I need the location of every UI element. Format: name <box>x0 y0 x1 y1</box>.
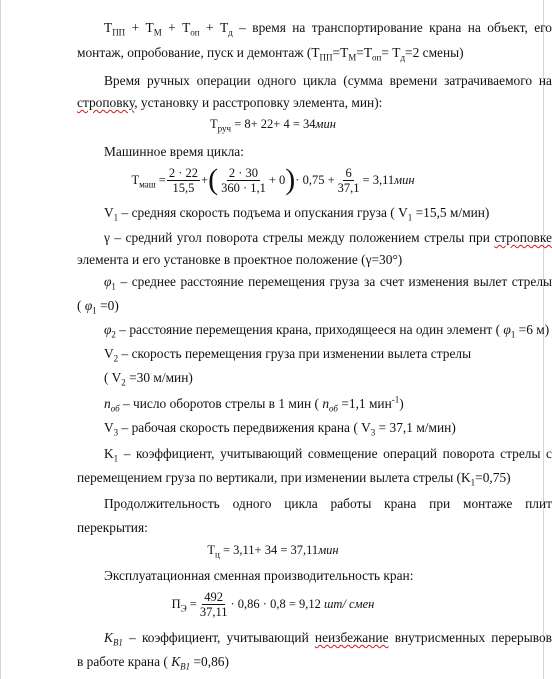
v2-definition-line-2: ( $V_2 =30$ м/мин) <box>104 370 193 388</box>
machine-time-formula: $T_{маш}$ = $\frac{2 \cdot 22}{15,5}$ + ( $\frac{2 \cdot 30}{360 \cdot 1,1}$ + 0 ) · 0,75 + $\frac{6}{37,1}$ = 3,11мин <box>131 163 415 196</box>
productivity-heading: Эксплуатационная сменная производительность кран: <box>104 568 414 583</box>
v2-definition-line-1: $V_2$ – скорость перемещения груза при изменении вылета стрелы <box>104 346 472 364</box>
phi2-definition: $\varphi_2$ – расстояние перемещения крана, приходящееся на один элемент ( $\varphi_1 =6$ м) <box>104 322 550 340</box>
machine-time-heading: Машинное время цикла: <box>104 144 244 159</box>
transport-time-line-1: $T_{ПП} + T_М + T_{оп} + T_д$ – время на транспортирование крана на объект, его <box>104 20 552 38</box>
transport-time-line-2: монтаж, опробование, пуск и демонтаж ($T_{ПП}=T_М=T_{оп}= T_д=2$ смены) <box>77 45 464 63</box>
manual-time-formula: $T_{руч} = 8+ 22+ 4 = 34мин$ <box>210 117 336 134</box>
fraction-c: $\frac{6}{37,1}$ <box>337 165 360 195</box>
phi1-definition-line-1: $\varphi_1$ – среднее расстояние перемещения груза за счет изменения вылет стрелы <box>104 274 552 292</box>
gamma-definition-line-1: γ – средний угол поворота стрелы между положением стрелы при строповке <box>104 230 552 245</box>
k1-definition-line-2: перемещением груза по вертикали, при изменении вылета стрелы $(K_1=0,75)$ <box>77 470 511 488</box>
kv1-definition-line-2: в работе крана ( $K_{В1} =0,86$) <box>77 654 229 672</box>
v3-definition: $V_3$ – рабочая скорость передвижения крана ( $V_3 = 37,1$ м/мин) <box>104 420 456 438</box>
gamma-definition-line-2: элемента и его установке в проектное положение (γ=30°) <box>77 252 403 267</box>
fraction-b: $\frac{2 \cdot 30}{360 \cdot 1,1}$ <box>221 165 266 195</box>
formula-lhs: $T_{маш}$ = <box>131 173 166 190</box>
manual-ops-line-2: строповку, установку и расстроповку элемента, мин): <box>77 95 383 110</box>
kv1-definition-line-1: $K_{В1}$ – коэффициент, учитывающий неизбежание внутрисменных перерывов <box>104 630 552 648</box>
rotation-rate-definition: $n_{об}$ – число оборотов стрелы в 1 мин ( $n_{об} =1,1$ мин$^{-1}$) <box>104 394 404 414</box>
k1-definition-line-1: $K_1$ – коэффициент, учитывающий совмещение операций поворота стрелы с <box>104 446 552 464</box>
fraction-a: $\frac{2 \cdot 22}{15,5}$ <box>168 165 198 195</box>
v1-definition: $V_1$ – средняя скорость подъема и опускания груза ( $V_1 =15,5$ м/мин) <box>104 205 490 223</box>
phi1-definition-line-2: ( $\varphi_1 =0$) <box>77 298 119 316</box>
formula-lhs: $П_Э$ = <box>171 597 197 614</box>
productivity-formula: $П_Э$ = $\frac{492}{37,11}$ · 0,86 · 0,8 = 9,12 шт/ смен <box>171 589 375 619</box>
manual-ops-line-1: Время ручных операции одного цикла (сумма времени затрачиваемого на <box>104 73 552 88</box>
cycle-time-formula: $T_ц = 3,11+ 34 = 37,11мин$ <box>207 543 339 560</box>
fraction-productivity: $\frac{492}{37,11}$ <box>199 589 228 619</box>
cycle-duration-line-1: Продолжительность одного цикла работы крана при монтаже плит <box>104 496 552 511</box>
cycle-duration-line-2: перекрытия: <box>77 520 148 535</box>
